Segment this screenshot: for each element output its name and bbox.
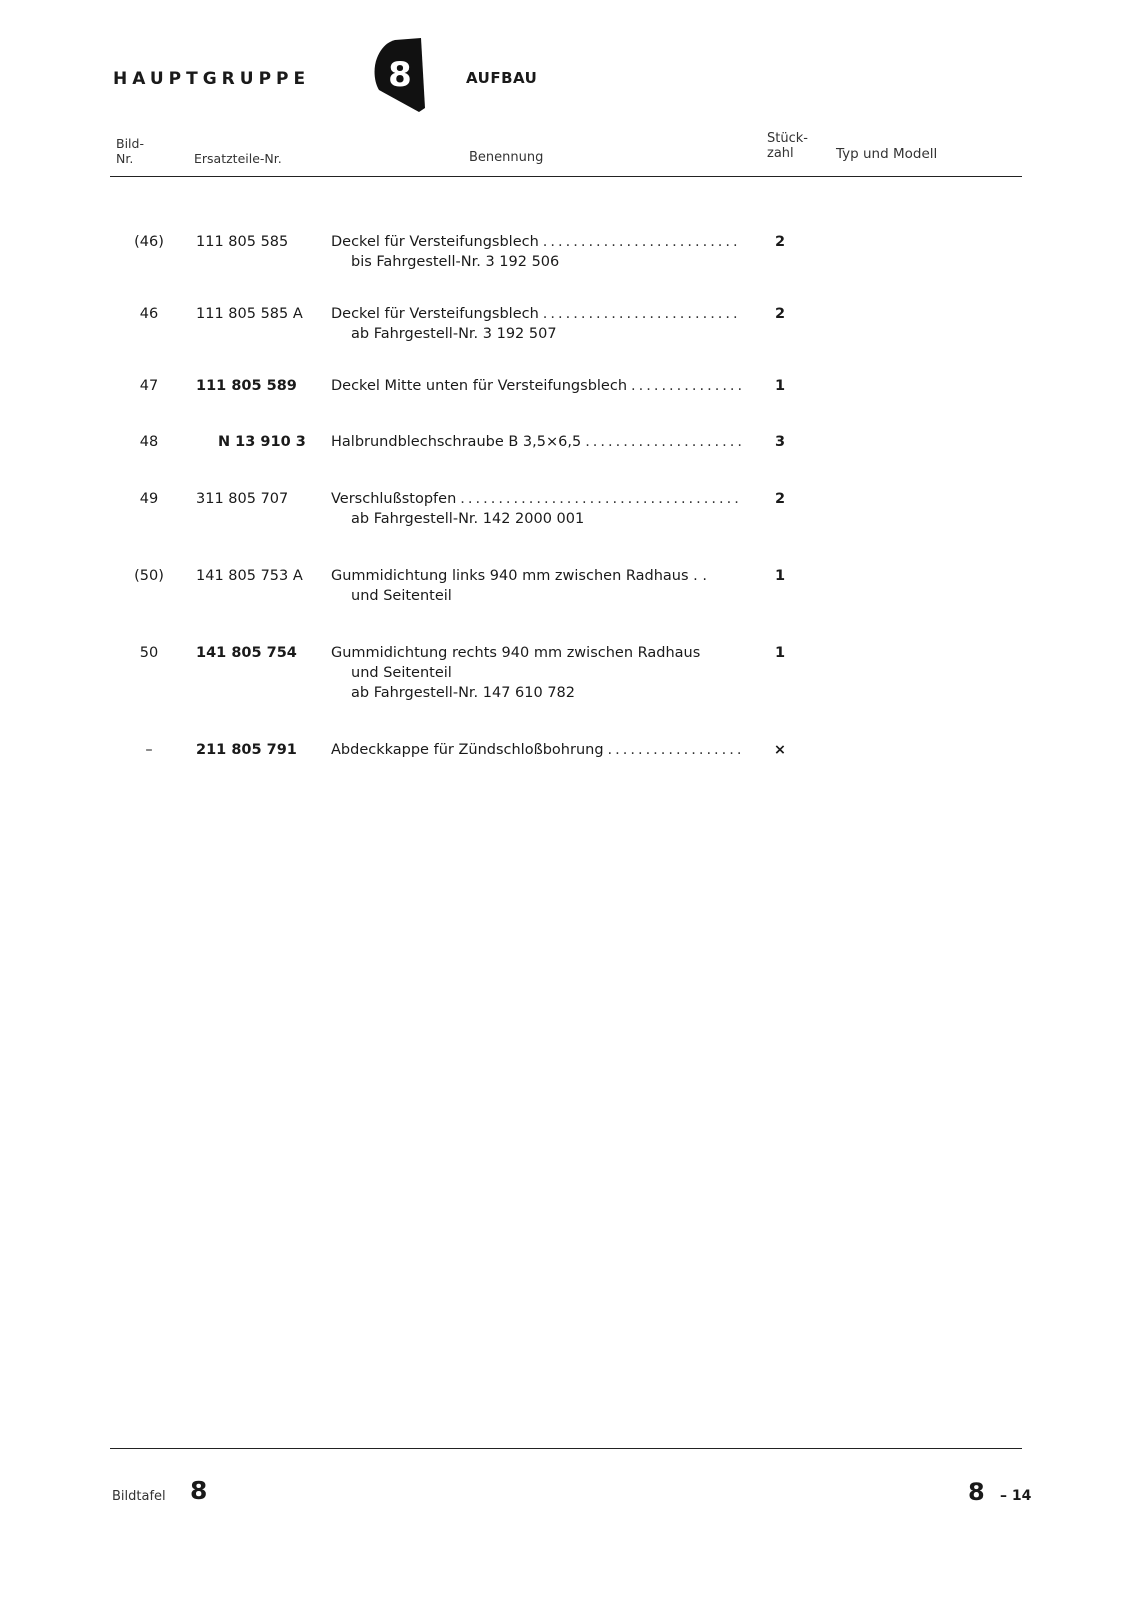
row-description-text: Abdeckkappe für Zündschloßbohrung bbox=[331, 742, 604, 758]
row-description-subline: ab Fahrgestell-Nr. 142 2000 001 bbox=[351, 511, 585, 527]
row-part-number: 141 805 753 A bbox=[196, 568, 303, 584]
row-quantity: 3 bbox=[774, 434, 786, 450]
row-bild-number: 46 bbox=[139, 306, 159, 322]
leader-dots bbox=[539, 304, 741, 324]
row-bild-number: (50) bbox=[134, 568, 164, 584]
row-description-text: Verschlußstopfen bbox=[331, 491, 457, 507]
row-description-subline: ab Fahrgestell-Nr. 3 192 507 bbox=[351, 326, 557, 342]
header-rule bbox=[110, 176, 1022, 177]
column-header-bild-line1: Bild- bbox=[116, 136, 144, 151]
row-description bbox=[331, 489, 741, 529]
row-bild-number: 50 bbox=[139, 645, 159, 661]
row-description bbox=[331, 566, 741, 606]
row-description-text: Gummidichtung links 940 mm zwischen Radhaus . . bbox=[331, 568, 707, 584]
leader-dots bbox=[604, 740, 741, 760]
row-description-text: Deckel für Versteifungsblech bbox=[331, 234, 539, 250]
row-quantity: 1 bbox=[774, 645, 786, 661]
row-part-number: 111 805 589 bbox=[196, 378, 297, 394]
row-description bbox=[331, 232, 741, 272]
leader-dots bbox=[627, 376, 741, 396]
footer-rule bbox=[110, 1448, 1022, 1449]
row-part-number: 141 805 754 bbox=[196, 645, 297, 661]
column-header-name: Benennung bbox=[469, 150, 544, 165]
row-quantity: 1 bbox=[774, 378, 786, 394]
row-description-text: Halbrundblechschraube B 3,5×6,5 bbox=[331, 434, 582, 450]
group-number-badge bbox=[373, 38, 425, 112]
row-bild-number: 47 bbox=[139, 378, 159, 394]
page-number: 8 bbox=[968, 1478, 985, 1506]
group-number: 8 bbox=[388, 55, 412, 95]
row-description-text: Gummidichtung rechts 940 mm zwischen Radhaus bbox=[331, 645, 701, 661]
row-description bbox=[331, 376, 741, 396]
column-header-type: Typ und Modell bbox=[836, 146, 938, 162]
row-part-number: 211 805 791 bbox=[196, 742, 297, 758]
row-bild-number: (46) bbox=[134, 234, 164, 250]
row-quantity: × bbox=[773, 742, 787, 758]
row-bild-number: 48 bbox=[139, 434, 159, 450]
row-quantity: 1 bbox=[774, 568, 786, 584]
section-title: AUFBAU bbox=[466, 69, 538, 87]
column-header-qty-line2: zahl bbox=[767, 146, 794, 161]
row-bild-number: 49 bbox=[139, 491, 159, 507]
row-quantity: 2 bbox=[774, 306, 786, 322]
plate-label: Bildtafel bbox=[112, 1489, 166, 1504]
row-description-subline: bis Fahrgestell-Nr. 3 192 506 bbox=[351, 254, 560, 270]
row-part-number: N 13 910 3 bbox=[218, 434, 306, 450]
row-description bbox=[331, 643, 741, 703]
leader-dots bbox=[456, 489, 741, 509]
row-description bbox=[331, 432, 741, 452]
column-header-bild-line2: Nr. bbox=[116, 151, 134, 166]
row-description bbox=[331, 304, 741, 344]
row-part-number: 111 805 585 bbox=[196, 234, 289, 250]
plate-number: 8 bbox=[190, 1476, 208, 1505]
column-header-qty bbox=[767, 131, 808, 161]
row-part-number: 111 805 585 A bbox=[196, 306, 303, 322]
row-description-subline: ab Fahrgestell-Nr. 147 610 782 bbox=[351, 685, 576, 701]
group-title: HAUPTGRUPPE bbox=[113, 69, 311, 89]
row-description-subline: und Seitenteil bbox=[351, 665, 452, 681]
leader-dots bbox=[581, 432, 741, 452]
row-description-text: Deckel für Versteifungsblech bbox=[331, 306, 539, 322]
row-description-subline: und Seitenteil bbox=[351, 588, 452, 604]
column-header-qty-line1: Stück- bbox=[767, 131, 808, 146]
row-quantity: 2 bbox=[774, 234, 786, 250]
column-header-bild bbox=[116, 136, 144, 166]
row-description-text: Deckel Mitte unten für Versteifungsblech bbox=[331, 378, 628, 394]
page-subnumber: – 14 bbox=[1000, 1488, 1032, 1504]
row-description bbox=[331, 740, 741, 760]
row-part-number: 311 805 707 bbox=[196, 491, 289, 507]
leader-dots bbox=[539, 232, 741, 252]
column-header-part: Ersatzteile-Nr. bbox=[194, 151, 282, 166]
row-quantity: 2 bbox=[774, 491, 786, 507]
row-bild-number: – bbox=[145, 742, 153, 758]
